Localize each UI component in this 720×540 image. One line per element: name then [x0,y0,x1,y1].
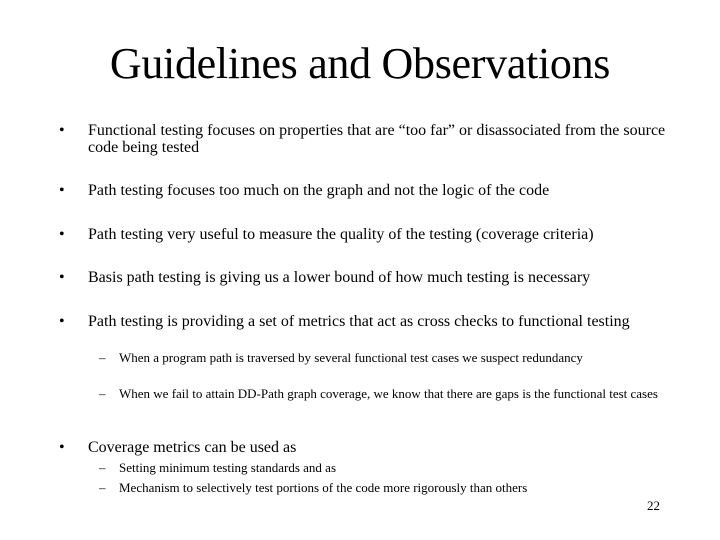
bullet-text-6: Coverage metrics can be used as [88,439,297,456]
bullet-marker: • [59,182,65,199]
bullet-marker: • [59,122,65,139]
bullet-marker: • [59,313,65,330]
sub-bullet-dash: – [99,480,106,495]
bullet-marker: • [59,226,65,243]
sub-bullet-text-5-2: When we fail to attain DD-Path graph coverage, we know that there are gaps is the functional test cases [119,386,658,401]
sub-bullet-dash: – [99,350,106,365]
sub-bullet-dash: – [99,386,106,401]
bullet-text-2: Path testing focuses too much on the graph and not the logic of the code [88,182,550,199]
sub-bullet-text-5-1: When a program path is traversed by several functional test cases we suspect redundancy [119,350,583,365]
bullet-text-5: Path testing is providing a set of metrics that act as cross checks to functional testing [88,313,630,330]
bullet-marker: • [59,439,65,456]
bullet-text-3: Path testing very useful to measure the quality of the testing (coverage criteria) [88,226,594,243]
sub-bullet-dash: – [99,460,106,475]
page-number: 22 [647,498,660,513]
slide-title: Guidelines and Observations [109,39,611,88]
sub-bullet-text-6-2: Mechanism to selectively test portions of the code more rigorously than others [119,480,528,495]
bullet-text-4: Basis path testing is giving us a lower bound of how much testing is necessary [88,269,591,286]
sub-bullet-text-6-1: Setting minimum testing standards and as [119,460,337,475]
bullet-text-1: Functional testing focuses on properties that are “too far” or disassociated from the source code being tested [88,122,666,156]
bullet-marker: • [59,269,65,286]
